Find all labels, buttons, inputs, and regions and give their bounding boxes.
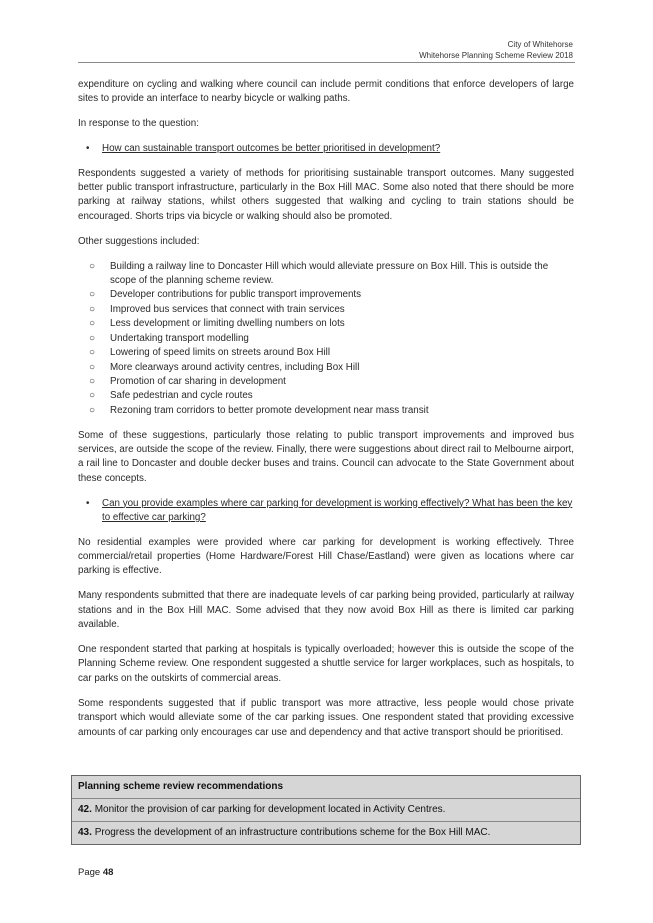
list-item: ○ Promotion of car sharing in development — [78, 375, 574, 389]
circle-bullet-icon: ○ — [89, 318, 96, 330]
list-item: ○ Building a railway line to Doncaster Hill which would alleviate pressure on Box Hill. This is outside the scope of the planning scheme review. — [89, 260, 549, 287]
list-item: ○ Developer contributions for public transport improvements — [78, 288, 574, 302]
body-content — [78, 78, 574, 750]
list-item: ○ Safe pedestrian and cycle routes — [78, 389, 574, 403]
circle-bullet-icon: ○ — [89, 375, 96, 387]
paragraph: expenditure on cycling and walking where council can include permit conditions that enforce developers of large sites to provide an interface to nearby bicycle or walking paths. — [78, 79, 574, 105]
list-item: ○ Rezoning tram corridors to better promote development near mass transit — [78, 404, 574, 418]
recommendations-box — [71, 775, 581, 845]
paragraph: Respondents suggested a variety of methods for prioritising sustainable transport outcomes. Many suggested better public transport infrastructure, particularly in the Box Hill MAC. Some also noted that there should be more parking at railway stations, whilst others suggested that walking and cycling to train stations should be encouraged. Shorts trips via bicycle or walking should also be promoted. — [78, 167, 574, 222]
recommendation-number: 42. — [78, 804, 92, 815]
circle-bullet-icon: ○ — [89, 289, 96, 301]
recommendation-text: Progress the development of an infrastructure contributions scheme for the Box Hill MAC. — [94, 827, 491, 838]
list-item: ○ Lowering of speed limits on streets around Box Hill — [78, 346, 574, 360]
page-number: 48 — [102, 867, 114, 878]
list-item: ○ Less development or limiting dwelling numbers on lots — [78, 317, 574, 331]
circle-bullet-icon: ○ — [89, 347, 96, 359]
question-list — [78, 142, 574, 156]
bullet-icon: • — [86, 497, 90, 509]
paragraph: One respondent started that parking at hospitals is typically overloaded; however this is outside the scope of the Planning Scheme review. One respondent suggested a shuttle service for larger workplaces, such as hospitals, to car parks on the outskirts of commercial areas. — [78, 644, 574, 684]
recommendation-text: Monitor the provision of car parking for development located in Activity Centres. — [94, 804, 446, 815]
paragraph: No residential examples were provided where car parking for development is working effectively. Three commercial/retail properties (Home Hardware/Forest Hill Chase/Eastland) were given as locations where car parking is effective. — [78, 536, 574, 577]
page-label: Page — [78, 867, 101, 878]
recommendation-item — [72, 798, 580, 821]
paragraph: In response to the question: — [78, 118, 199, 130]
circle-bullet-icon: ○ — [89, 332, 96, 344]
header-rule — [78, 62, 575, 63]
paragraph: Some of these suggestions, particularly those relating to public transport improvements and improved bus services, are outside the scope of the review. Finally, there were suggestions about direct rail to Melbourne airport, a rail line to Doncaster and double decker buses and trains. Council can advocate to the State Government about these concepts. — [78, 429, 574, 484]
header-doc-title: Whitehorse Planning Scheme Review 2018 — [419, 50, 573, 60]
recommendations-title: Planning scheme review recommendations — [78, 781, 284, 792]
list-item: ○ Improved bus services that connect with train services — [78, 303, 574, 317]
recommendation-item — [72, 821, 580, 844]
recommendation-number: 43. — [78, 827, 92, 838]
question-text: How can sustainable transport outcomes be better prioritised in development? — [102, 143, 441, 155]
paragraph: Many respondents submitted that there are inadequate levels of car parking being provided, particularly at railway stations and in the Box Hill MAC. Some advised that they now avoid Box Hill as there is limited car parking available. — [78, 590, 574, 631]
question-item — [78, 142, 574, 156]
paragraph: Other suggestions included: — [78, 235, 200, 247]
bullet-icon: • — [86, 143, 90, 155]
question-text: Can you provide examples where car parking for development is working effectively? What has been the key to effective car parking? — [102, 497, 573, 524]
circle-bullet-icon: ○ — [89, 404, 96, 416]
paragraph: Some respondents suggested that if public transport was more attractive, less people would chose private transport which would alleviate some of the car parking issues. One respondent stated that providing excessive amounts of car parking only encourages car use and dependency and that active transport should be prioritised. — [78, 697, 574, 738]
circle-bullet-icon: ○ — [89, 303, 96, 315]
running-header — [419, 40, 573, 61]
page-footer — [78, 867, 113, 878]
list-item: ○ Undertaking transport modelling — [78, 332, 574, 346]
circle-bullet-icon: ○ — [89, 361, 96, 373]
header-org: City of Whitehorse — [507, 40, 573, 49]
list-item: ○ More clearways around activity centres, including Box Hill — [78, 361, 574, 375]
circle-bullet-icon: ○ — [89, 390, 96, 402]
suggestion-list — [78, 260, 574, 418]
question-item — [78, 497, 574, 526]
question-list — [78, 497, 574, 526]
circle-bullet-icon: ○ — [89, 260, 96, 272]
